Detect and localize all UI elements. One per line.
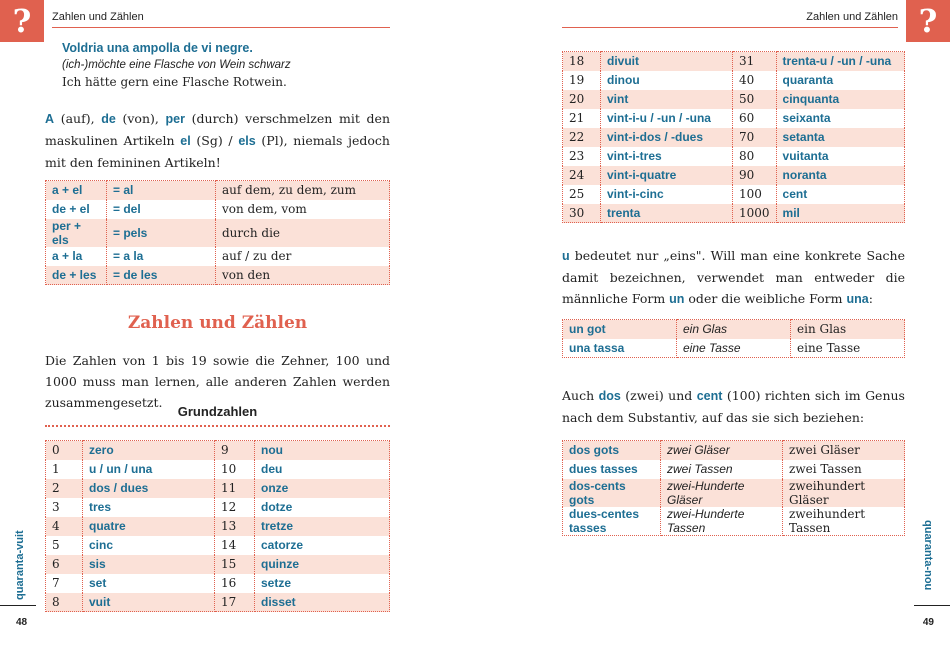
cardinal-row-cell: set	[83, 574, 215, 593]
dotted-divider	[45, 425, 390, 427]
section-title: Zahlen und Zählen	[127, 313, 308, 333]
cardinal-row-cell: 5	[46, 536, 83, 555]
cardinal-row-cell: 11	[215, 479, 255, 498]
cardinal-row-cell: vint-i-quatre	[601, 166, 733, 185]
cardinal-row	[563, 71, 905, 90]
contraction-row-cell: = a la	[107, 247, 216, 266]
cardinal-row	[563, 109, 905, 128]
dos-cent-table	[562, 440, 905, 536]
word-el: el	[180, 134, 191, 148]
cardinal-row	[46, 441, 390, 460]
contraction-row-cell: = al	[107, 181, 216, 200]
cardinal-row-cell: 12	[215, 498, 255, 517]
cardinal-row	[563, 90, 905, 109]
example-row	[563, 460, 905, 479]
contraction-row	[46, 181, 390, 200]
word-cent: cent	[696, 389, 723, 403]
cardinal-row-cell: 14	[215, 536, 255, 555]
word-un: un	[669, 292, 685, 306]
text: (Sg) /	[190, 133, 239, 148]
text: bedeutet nur „eins". Will man eine konkrete Sache damit bezeichnen, verwendet man entweder die männliche Form	[562, 248, 905, 306]
side-label-left: quaranta-vuit	[14, 530, 26, 600]
contraction-row	[46, 200, 390, 219]
cardinal-row-cell: 80	[733, 147, 777, 166]
cardinal-row-cell: 7	[46, 574, 83, 593]
cardinal-row-cell: divuit	[601, 52, 733, 71]
cardinal-row	[563, 185, 905, 204]
contraction-row-cell: a + el	[46, 181, 107, 200]
u-paragraph	[562, 245, 905, 310]
contraction-row-cell: a + la	[46, 247, 107, 266]
example-row-cell: zwei-Hunderte Tassen	[661, 507, 783, 536]
example-row	[563, 339, 905, 358]
cardinal-row-cell: trenta	[601, 204, 733, 223]
cardinal-row-cell: 10	[215, 460, 255, 479]
cardinal-row	[46, 574, 390, 593]
cardinal-row	[46, 498, 390, 517]
contraction-row	[46, 266, 390, 285]
word-u: u	[562, 249, 570, 263]
example-sentence	[62, 40, 291, 91]
cardinal-row	[46, 593, 390, 612]
cardinal-row-cell: quaranta	[776, 71, 904, 90]
word-dos: dos	[598, 389, 621, 403]
text: (durch) verschmelzen mit den maskulinen Artikeln	[45, 111, 390, 148]
cardinal-row-cell: vint-i-dos / -dues	[601, 128, 733, 147]
example-row-cell: eine Tasse	[677, 339, 791, 358]
example-row-cell: zweihundert Gläser	[783, 479, 905, 507]
contraction-table	[45, 180, 390, 285]
contraction-row-cell: = pels	[107, 219, 216, 247]
cardinal-row-cell: 90	[733, 166, 777, 185]
cardinal-row-cell: sis	[83, 555, 215, 574]
word-per: per	[165, 112, 185, 126]
example-row-cell: un got	[563, 320, 677, 339]
text: (von),	[115, 111, 166, 126]
running-head-left: Zahlen und Zählen	[52, 11, 390, 28]
numbers-intro: Die Zahlen von 1 bis 19 sowie die Zehner, 100 und 1000 muss man lernen, alle anderen Zahlen werden zusammengesetzt.	[45, 353, 390, 410]
cardinal-row-cell: 9	[215, 441, 255, 460]
word-de: de	[101, 112, 116, 126]
cardinal-row-cell: 20	[563, 90, 601, 109]
cardinal-row-cell: vint-i-tres	[601, 147, 733, 166]
question-mark-badge-left: ?	[0, 0, 44, 42]
example-row-cell: ein Glas	[791, 320, 905, 339]
cardinal-row-cell: tres	[83, 498, 215, 517]
side-label-right: quaranta-nou	[922, 520, 934, 591]
cardinal-row	[46, 460, 390, 479]
example-row-cell: una tassa	[563, 339, 677, 358]
cardinal-row-cell: cinquanta	[776, 90, 904, 109]
example-row-cell: zwei Gläser	[783, 441, 905, 460]
example-row-cell: dues tasses	[563, 460, 661, 479]
cardinal-row	[563, 204, 905, 223]
cardinal-row-cell: 24	[563, 166, 601, 185]
cardinal-row-cell: 21	[563, 109, 601, 128]
cardinal-row-cell: onze	[255, 479, 390, 498]
text: oder die weibliche Form	[684, 291, 847, 306]
cardinal-row-cell: 60	[733, 109, 777, 128]
cardinal-row-cell: 2	[46, 479, 83, 498]
text: (Pl), niemals jedoch mit den femininen Artikeln!	[45, 133, 390, 170]
example-row-cell: zweihundert Tassen	[783, 507, 905, 536]
example-row-cell: dos-cents gots	[563, 479, 661, 507]
dos-cent-paragraph	[562, 385, 905, 428]
cardinal-row-cell: 1000	[733, 204, 777, 223]
cardinals-table	[45, 440, 390, 612]
word-una: una	[846, 292, 869, 306]
cardinal-row-cell: deu	[255, 460, 390, 479]
page-number-left: 48	[16, 617, 28, 628]
cardinal-row	[563, 147, 905, 166]
cardinal-row-cell: 3	[46, 498, 83, 517]
contraction-row-cell: auf / zu der	[216, 247, 390, 266]
contraction-row-cell: von den	[216, 266, 390, 285]
cardinal-row-cell: vuitanta	[776, 147, 904, 166]
cardinal-row-cell: 19	[563, 71, 601, 90]
contraction-row-cell: durch die	[216, 219, 390, 247]
cardinal-row-cell: 18	[563, 52, 601, 71]
cardinal-row-cell: 30	[563, 204, 601, 223]
cardinal-row-cell: 8	[46, 593, 83, 612]
cardinal-row-cell: dos / dues	[83, 479, 215, 498]
footer-rule-right	[914, 605, 950, 606]
cardinal-row-cell: 6	[46, 555, 83, 574]
word-a: A	[45, 112, 55, 126]
cardinal-row-cell: 40	[733, 71, 777, 90]
text: :	[868, 291, 873, 306]
cardinal-row-cell: nou	[255, 441, 390, 460]
cardinal-row-cell: u / un / una	[83, 460, 215, 479]
contraction-row-cell: de + el	[46, 200, 107, 219]
cardinal-row-cell: 25	[563, 185, 601, 204]
text: Auch	[562, 388, 599, 403]
example-german: Ich hätte gern eine Flasche Rotwein.	[62, 75, 287, 89]
cardinals-heading: Grundzahlen	[177, 404, 258, 419]
cardinal-row-cell: zero	[83, 441, 215, 460]
cardinal-row	[46, 536, 390, 555]
cardinal-row	[46, 555, 390, 574]
cardinal-row	[563, 52, 905, 71]
text: (auf),	[54, 111, 102, 126]
text: (zwei) und	[620, 388, 697, 403]
un-una-table	[562, 319, 905, 358]
contraction-row	[46, 247, 390, 266]
cardinal-row-cell: 1	[46, 460, 83, 479]
cardinal-row	[46, 517, 390, 536]
cardinal-row-cell: 31	[733, 52, 777, 71]
example-row	[563, 441, 905, 460]
cardinal-row-cell: 17	[215, 593, 255, 612]
word-els: els	[238, 134, 256, 148]
cardinal-row-cell: quinze	[255, 555, 390, 574]
cardinal-row-cell: quatre	[83, 517, 215, 536]
contraction-row	[46, 219, 390, 247]
cardinal-row	[563, 128, 905, 147]
cardinal-row-cell: setze	[255, 574, 390, 593]
cardinal-row-cell: 16	[215, 574, 255, 593]
cardinal-row-cell: 50	[733, 90, 777, 109]
cardinal-row-cell: noranta	[776, 166, 904, 185]
example-row-cell: ein Glas	[677, 320, 791, 339]
contraction-row-cell: von dem, vom	[216, 200, 390, 219]
cardinal-row-cell: 70	[733, 128, 777, 147]
cardinal-row-cell: 100	[733, 185, 777, 204]
cardinal-row-cell: disset	[255, 593, 390, 612]
cardinal-row-cell: cent	[776, 185, 904, 204]
example-row-cell: dues-centes tasses	[563, 507, 661, 536]
example-row-cell: zwei Tassen	[661, 460, 783, 479]
cardinal-row-cell: catorze	[255, 536, 390, 555]
contraction-row-cell: auf dem, zu dem, zum	[216, 181, 390, 200]
cardinal-row	[46, 479, 390, 498]
example-catalan: Voldria una ampolla de vi negre.	[62, 41, 253, 55]
cardinal-row-cell: cinc	[83, 536, 215, 555]
cardinal-row-cell: vint	[601, 90, 733, 109]
cardinal-row-cell: tretze	[255, 517, 390, 536]
contraction-paragraph	[45, 108, 390, 173]
cardinal-row-cell: vint-i-u / -un / -una	[601, 109, 733, 128]
example-row	[563, 479, 905, 507]
cardinal-row-cell: dotze	[255, 498, 390, 517]
example-row	[563, 507, 905, 536]
question-mark-badge-right: ?	[906, 0, 950, 42]
cardinal-row-cell: trenta-u / -un / -una	[776, 52, 904, 71]
contraction-row-cell: per + els	[46, 219, 107, 247]
example-row-cell: zwei Gläser	[661, 441, 783, 460]
cardinal-row-cell: 13	[215, 517, 255, 536]
cardinal-row-cell: mil	[776, 204, 904, 223]
cardinal-row-cell: 22	[563, 128, 601, 147]
contraction-row-cell: = de les	[107, 266, 216, 285]
cardinal-row-cell: 23	[563, 147, 601, 166]
footer-rule-left	[0, 605, 36, 606]
page-number-right: 49	[922, 617, 934, 628]
cardinal-row-cell: setanta	[776, 128, 904, 147]
cardinal-row-cell: 0	[46, 441, 83, 460]
cardinal-row-cell: dinou	[601, 71, 733, 90]
cardinals-table-continued	[562, 51, 905, 223]
cardinal-row-cell: 15	[215, 555, 255, 574]
contraction-row-cell: = del	[107, 200, 216, 219]
example-literal: (ich-)möchte eine Flasche von Wein schwarz	[62, 59, 291, 71]
example-row-cell: eine Tasse	[791, 339, 905, 358]
cardinal-row-cell: vuit	[83, 593, 215, 612]
cardinal-row-cell: vint-i-cinc	[601, 185, 733, 204]
contraction-row-cell: de + les	[46, 266, 107, 285]
cardinal-row-cell: seixanta	[776, 109, 904, 128]
example-row-cell: zwei Tassen	[783, 460, 905, 479]
cardinal-row	[563, 166, 905, 185]
example-row	[563, 320, 905, 339]
example-row-cell: dos gots	[563, 441, 661, 460]
running-head-right: Zahlen und Zählen	[562, 11, 898, 28]
example-row-cell: zwei-Hunderte Gläser	[661, 479, 783, 507]
cardinal-row-cell: 4	[46, 517, 83, 536]
text: (100) richten sich im Genus nach dem Substantiv, auf das sie sich beziehen:	[562, 388, 905, 425]
